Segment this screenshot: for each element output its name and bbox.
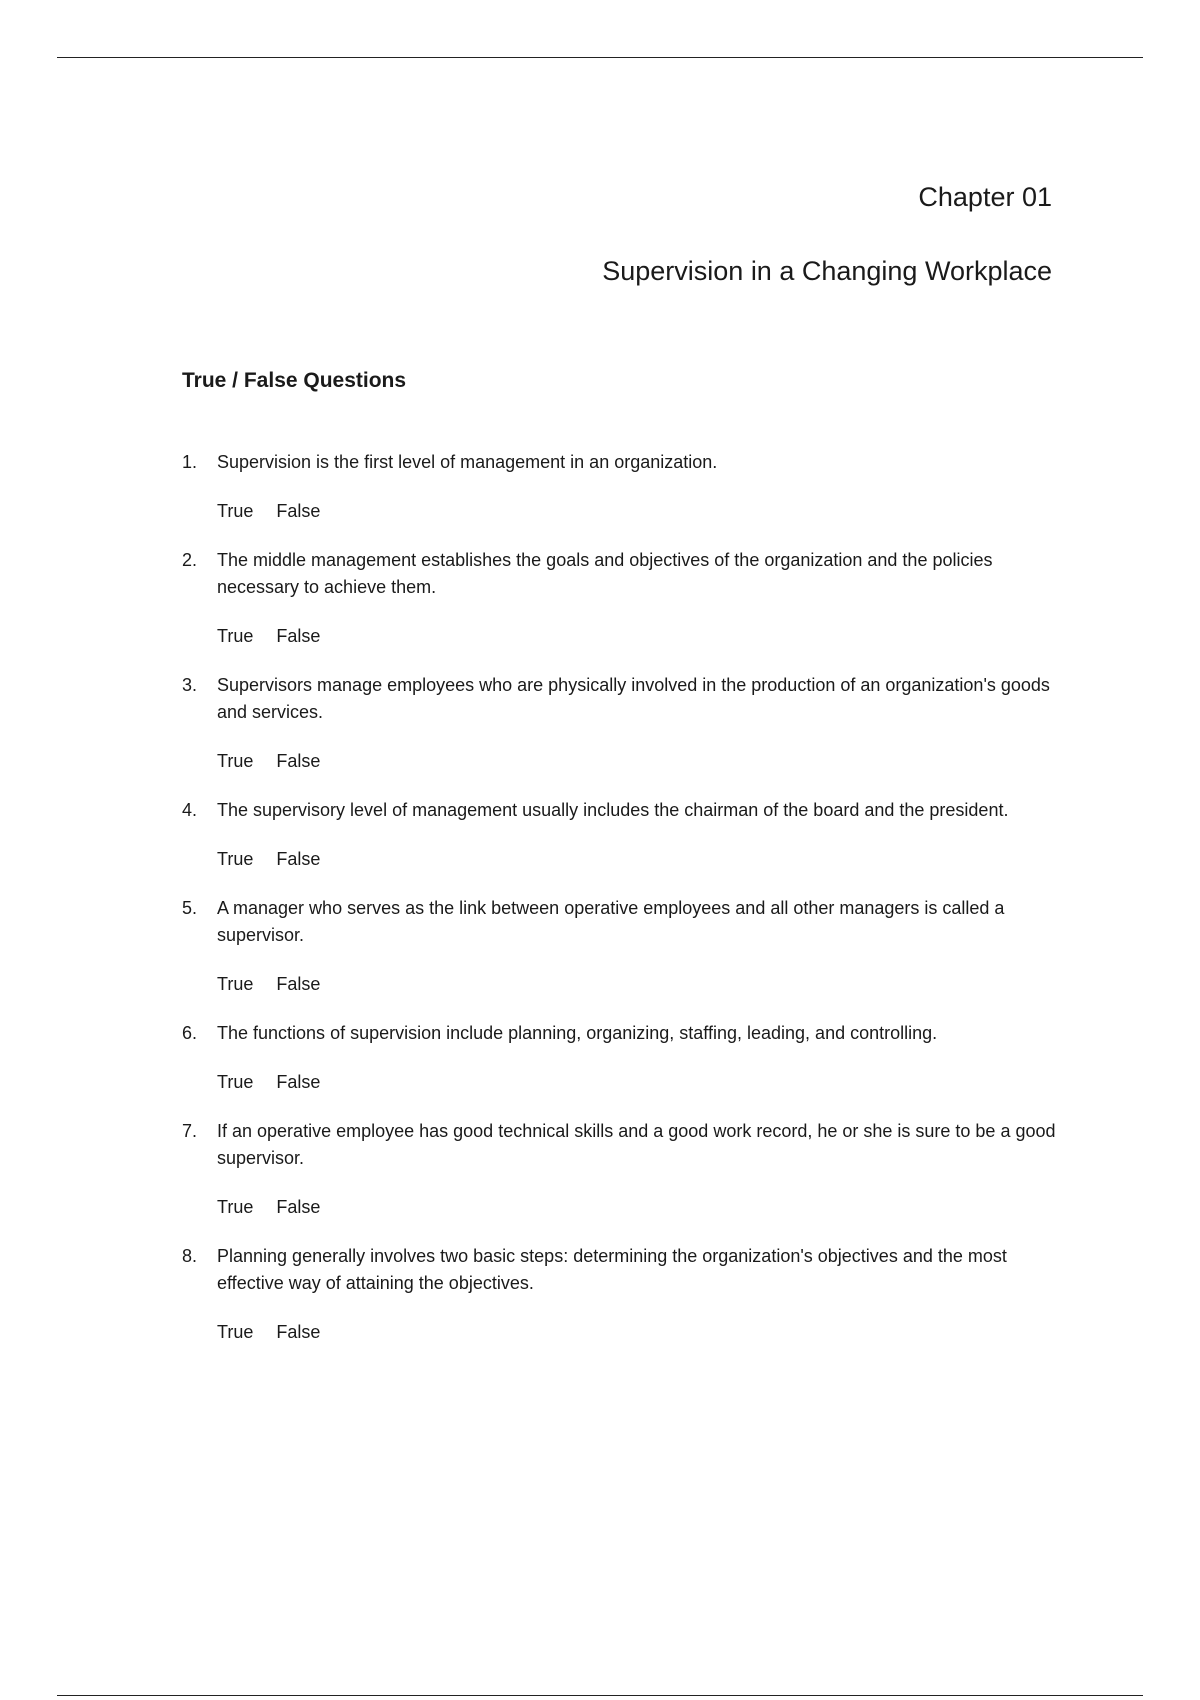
question-number: 1.: [182, 452, 198, 472]
question-number: 8.: [182, 1246, 198, 1266]
question-item: [182, 895, 1062, 997]
option-true[interactable]: True: [217, 626, 254, 646]
question-text: Supervision is the first level of management in an organization.: [217, 452, 718, 472]
question-item: [182, 1243, 1062, 1345]
question-text: The middle management establishes the goals and objectives of the organization and the policies necessary to achieve them.: [217, 550, 993, 597]
question-text: Supervisors manage employees who are physically involved in the production of an organization's goods and services.: [217, 675, 1050, 722]
question-text: The supervisory level of management usually includes the chairman of the board and the president.: [217, 800, 1009, 820]
section-heading: True / False Questions: [182, 369, 407, 392]
option-false[interactable]: False: [276, 626, 321, 646]
answer-options: [217, 1319, 1062, 1345]
top-rule: [57, 57, 1143, 58]
question-number: 3.: [182, 675, 198, 695]
option-true[interactable]: True: [217, 1197, 254, 1217]
question-number: 4.: [182, 800, 198, 820]
question-item: [182, 797, 1062, 872]
question-item: [182, 672, 1062, 774]
question-item: [182, 449, 1062, 524]
option-true[interactable]: True: [217, 849, 254, 869]
chapter-label: Chapter 01: [918, 182, 1052, 212]
question-item: [182, 1020, 1062, 1095]
option-false[interactable]: False: [276, 501, 321, 521]
question-text: If an operative employee has good technical skills and a good work record, he or she is sure to be a good supervisor.: [217, 1121, 1056, 1168]
option-true[interactable]: True: [217, 974, 254, 994]
question-item: [182, 547, 1062, 649]
question-list: [182, 449, 1062, 1368]
question-text: Planning generally involves two basic steps: determining the organization's objectives and the most effective way of attaining the objectives.: [217, 1246, 1007, 1293]
question-number: 5.: [182, 898, 198, 918]
question-text: The functions of supervision include planning, organizing, staffing, leading, and controlling.: [217, 1023, 938, 1043]
option-true[interactable]: True: [217, 1322, 254, 1342]
option-false[interactable]: False: [276, 1322, 321, 1342]
question-number: 7.: [182, 1121, 198, 1141]
question-item: [182, 1118, 1062, 1220]
question-number: 2.: [182, 550, 198, 570]
option-false[interactable]: False: [276, 1072, 321, 1092]
option-true[interactable]: True: [217, 751, 254, 771]
option-false[interactable]: False: [276, 1197, 321, 1217]
question-number: 6.: [182, 1023, 198, 1043]
option-false[interactable]: False: [276, 751, 321, 771]
answer-options: [217, 498, 1062, 524]
answer-options: [217, 1069, 1062, 1095]
answer-options: [217, 748, 1062, 774]
question-text: A manager who serves as the link between operative employees and all other managers is called a supervisor.: [217, 898, 1005, 945]
option-false[interactable]: False: [276, 849, 321, 869]
chapter-title: Supervision in a Changing Workplace: [602, 256, 1052, 286]
option-false[interactable]: False: [276, 974, 321, 994]
answer-options: [217, 971, 1062, 997]
option-true[interactable]: True: [217, 501, 254, 521]
option-true[interactable]: True: [217, 1072, 254, 1092]
bottom-rule: [57, 1695, 1143, 1696]
answer-options: [217, 623, 1062, 649]
answer-options: [217, 846, 1062, 872]
answer-options: [217, 1194, 1062, 1220]
